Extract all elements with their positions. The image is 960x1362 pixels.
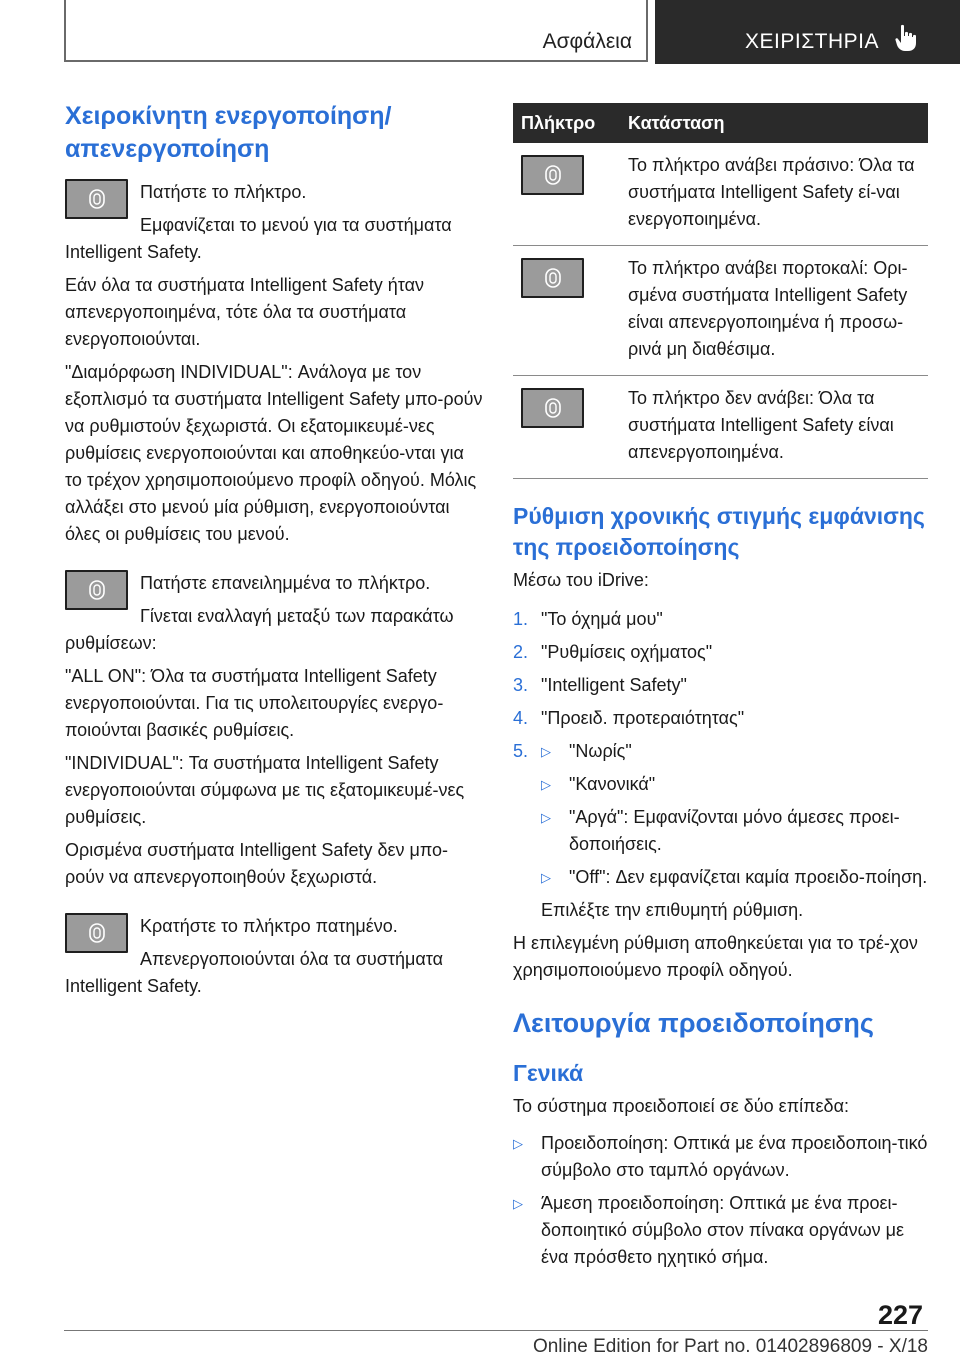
step-number: 2. bbox=[513, 642, 529, 662]
intelligent-safety-button-off bbox=[521, 388, 584, 428]
b1-line1: Πατήστε το πλήκτρο. bbox=[140, 182, 307, 202]
via-idrive: Μέσω του iDrive: bbox=[513, 570, 649, 590]
list-item bbox=[513, 705, 928, 732]
header-section-title: Ασφάλεια bbox=[542, 30, 632, 53]
b3-line2: Απενεργοποιούνται όλα τα συστήματα bbox=[140, 949, 444, 969]
step-text: "Intelligent Safety" bbox=[541, 675, 687, 695]
button-instruction-hold bbox=[65, 913, 485, 973]
sub-bullet: ▷ "Κανονικά" bbox=[513, 771, 928, 798]
intelligent-safety-icon bbox=[89, 923, 105, 943]
paragraph-all-on: "ALL ON": Όλα τα συστήματα Intelligent Safety ενεργοποιούνται. Για τις υπολειτουργίες ενεργο-ποιούνται βασικές ρυθμίσεις. bbox=[65, 666, 444, 740]
step-text: "Το όχημά μου" bbox=[541, 609, 663, 629]
section-heading-warning-time: Ρύθμιση χρονικής στιγμής εμφάνισης της προειδοποίησης bbox=[513, 503, 925, 560]
triangle-bullet-icon: ▷ bbox=[541, 744, 551, 759]
status-text: Το πλήκτρο ανάβει πορτοκαλί: Ορι-σμένα συστήματα Intelligent Safety είναι απενεργοποιημένα ή προσω-ρινά μη διαθέσιμα. bbox=[616, 246, 928, 376]
b2-line1: Πατήστε επανειλημμένα το πλήκτρο. bbox=[140, 573, 431, 593]
step-text: "Ρυθμίσεις οχήματος" bbox=[541, 642, 713, 662]
list-item: ▷ Προειδοποίηση: Οπτικά με ένα προειδοποιη-τικό σύμβολο στο ταμπλό οργάνων. bbox=[513, 1130, 928, 1184]
intelligent-safety-icon bbox=[545, 268, 561, 288]
paragraph-some-systems: Ορισμένα συστήματα Intelligent Safety δεν μπο-ρούν να απενεργοποιηθούν ξεχωριστά. bbox=[65, 840, 449, 887]
list-item: ▷ Άμεση προειδοποίηση: Οπτικά με ένα προει-δοποιητικό σύμβολο στον πίνακα οργάνων με ένα πρόσθετο ηχητικό σήμα. bbox=[513, 1190, 928, 1271]
section-heading-warning-function: Λειτουργία προειδοποίησης bbox=[513, 1008, 874, 1038]
status-text: Το πλήκτρο ανάβει πράσινο: Όλα τα συστήματα Intelligent Safety εί-ναι ενεργοποιημένα. bbox=[616, 143, 928, 246]
right-column bbox=[513, 103, 928, 1277]
table-row bbox=[513, 246, 928, 376]
paragraph-all-off: Εάν όλα τα συστήματα Intelligent Safety ήταν απενεργοποιημένα, τότε όλα τα συστήματα ενεργοποιούνται. bbox=[65, 275, 425, 349]
list-item bbox=[513, 738, 928, 765]
header-section-box bbox=[64, 0, 648, 62]
two-levels: Το σύστημα προειδοποιεί σε δύο επίπεδα: bbox=[513, 1096, 849, 1116]
intelligent-safety-button-green bbox=[521, 155, 584, 195]
header-manual-box bbox=[655, 0, 960, 64]
intelligent-safety-button-orange bbox=[521, 258, 584, 298]
b1-line2: Εμφανίζεται το μενού για τα συστήματα bbox=[140, 215, 452, 235]
intelligent-safety-icon bbox=[89, 189, 105, 209]
b2-continuation: ρυθμίσεων: bbox=[65, 633, 157, 653]
b3-continuation: Intelligent Safety. bbox=[65, 976, 202, 996]
header-manual-title: ΧΕΙΡΙΣΤΗΡΙΑ bbox=[745, 30, 880, 53]
step-number: 4. bbox=[513, 708, 529, 728]
intelligent-safety-button bbox=[65, 570, 128, 610]
intelligent-safety-icon bbox=[545, 165, 561, 185]
intelligent-safety-icon bbox=[89, 580, 105, 600]
list-item bbox=[513, 672, 928, 699]
triangle-bullet-icon: ▷ bbox=[513, 1136, 523, 1151]
b3-line1: Κρατήστε το πλήκτρο πατημένο. bbox=[140, 916, 398, 936]
section-heading-manual: Χειροκίνητη ενεργοποίηση/απενεργοποίηση bbox=[65, 102, 392, 163]
step-number: 5. bbox=[513, 741, 529, 761]
button-instruction-press-repeatedly bbox=[65, 570, 485, 630]
step-text: "Προειδ. προτεραιότητας" bbox=[541, 708, 745, 728]
status-text: Το πλήκτρο δεν ανάβει: Όλα τα συστήματα Intelligent Safety είναι απενεργοποιημένα. bbox=[616, 376, 928, 479]
triangle-bullet-icon: ▷ bbox=[541, 777, 551, 792]
paragraph-individual: "INDIVIDUAL": Τα συστήματα Intelligent Safety ενεργοποιούνται σύμφωνα με τις εξατομικευμέ-νες ρυθμίσεις. bbox=[65, 753, 465, 827]
triangle-bullet-icon: ▷ bbox=[541, 870, 551, 885]
step-text: "Νωρίς" bbox=[569, 741, 632, 761]
b1-continuation: Intelligent Safety. bbox=[65, 242, 202, 262]
intelligent-safety-button bbox=[65, 913, 128, 953]
left-column bbox=[65, 100, 485, 1000]
step-number: 3. bbox=[513, 675, 529, 695]
triangle-bullet-icon: ▷ bbox=[541, 810, 551, 825]
step-number: 1. bbox=[513, 609, 529, 629]
paragraph-individual-config: "Διαμόρφωση INDIVIDUAL": Ανάλογα με τον εξοπλισμό τα συστήματα Intelligent Safety μπο-ρούν να ρυθμιστούν ξεχωριστά. Οι εξατομικευμέ-νες ρυθμίσεις ενεργοποιούνται και αποθηκεύο-νται για το τρέχον χρησιμοποιούμενο προφίλ οδηγού. Μόλις αλλάξει στο μενού μία ρύθμιση, ενεργοποιούνται όλες οι ρυθμίσεις του μενού. bbox=[65, 362, 483, 544]
list-item bbox=[513, 639, 928, 666]
table-header-button: Πλήκτρο bbox=[513, 103, 616, 143]
footer-divider bbox=[64, 1330, 928, 1331]
page-number: 227 bbox=[878, 1300, 924, 1330]
button-status-table bbox=[513, 103, 928, 479]
sub-bullet: ▷ "Off": Δεν εμφανίζεται καμία προειδο-ποίηση. bbox=[513, 864, 928, 891]
footer-edition: Online Edition for Part no. 01402896809 - X/18 bbox=[532, 1336, 928, 1357]
intelligent-safety-icon bbox=[545, 398, 561, 418]
button-instruction-press bbox=[65, 179, 485, 239]
b2-line2: Γίνεται εναλλαγή μεταξύ των παρακάτω bbox=[140, 606, 454, 626]
select-setting: Επιλέξτε την επιθυμητή ρύθμιση. bbox=[541, 900, 804, 920]
table-row bbox=[513, 376, 928, 479]
table-row bbox=[513, 143, 928, 246]
table-header-status: Κατάσταση bbox=[616, 103, 928, 143]
list-item bbox=[513, 606, 928, 633]
stored-setting: Η επιλεγμένη ρύθμιση αποθηκεύεται για το τρέ-χον χρησιμοποιούμενο προφίλ οδηγού. bbox=[513, 933, 918, 980]
idrive-steps bbox=[513, 606, 928, 765]
hand-pointer-icon bbox=[895, 24, 917, 52]
triangle-bullet-icon: ▷ bbox=[513, 1196, 523, 1211]
sub-bullet: ▷ "Αργά": Εμφανίζονται μόνο άμεσες προει-δοποιήσεις. bbox=[513, 804, 928, 858]
subheading-general: Γενικά bbox=[513, 1060, 584, 1086]
intelligent-safety-button bbox=[65, 179, 128, 219]
